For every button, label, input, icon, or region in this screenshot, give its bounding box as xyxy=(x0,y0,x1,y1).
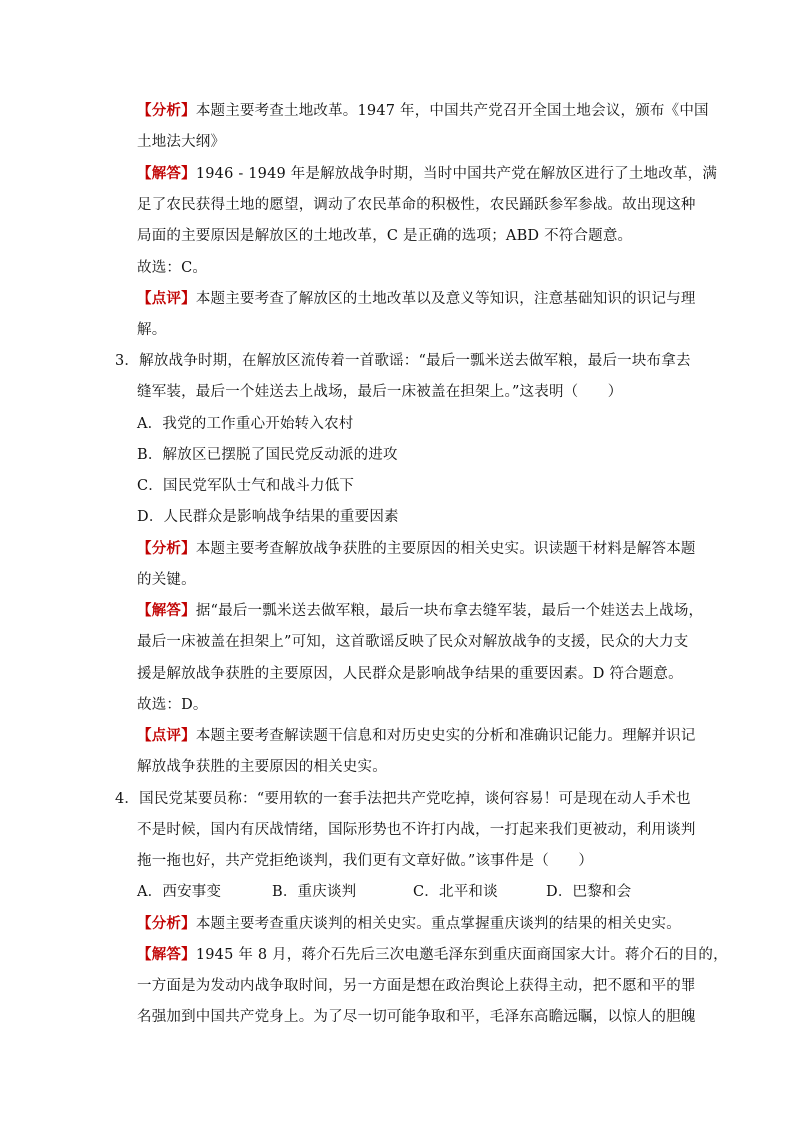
q4-stem-line-2: 不是时候，国内有厌战情绪，国际形势也不许打内战，一打起来我们更被动，利用谈判 xyxy=(137,822,696,838)
q2-comment-text: 本题主要考查了解放区的土地改革以及意义等知识，注意基础知识的识记与理 xyxy=(195,291,696,307)
q3-stem-line-2: 缝军装，最后一个娃送去上战场，最后一床被盖在担架上。”这表明（ ） xyxy=(137,384,623,400)
q4-option-a: A．西安事变 xyxy=(137,884,222,900)
q3-option-a: A．我党的工作重心开始转入农村 xyxy=(137,416,354,432)
q2-comment-line-1 xyxy=(137,289,696,309)
q3-option-c: C．国民党军队士气和战斗力低下 xyxy=(137,478,355,494)
q4-answer-line-2: 一方面是为发动内战争取时间，另一方面是想在政治舆论上获得主动，把不愿和平的罪 xyxy=(137,978,696,994)
q4-analysis-line-1 xyxy=(137,914,681,934)
q3-comment-line-2: 解放战争获胜的主要原因的相关史实。 xyxy=(137,759,387,775)
analysis-tag: 【分析】 xyxy=(137,102,196,119)
answer-tag: 【解答】 xyxy=(137,165,196,182)
q3-choice: 故选：D。 xyxy=(137,697,208,713)
q2-answer-line-1 xyxy=(137,164,717,184)
q2-answer-text: 1946 - 1949 年是解放战争时期，当时中国共产党在解放区进行了土地改革，满 xyxy=(195,166,718,182)
q4-answer-text: 1945 年 8 月，蒋介石先后三次电邀毛泽东到重庆面商国家大计。蒋介石的目的， xyxy=(195,947,728,963)
q3-stem-text: 解放战争时期，在解放区流传着一首歌谣：“最后一瓢米送去做军粮，最后一块布拿去 xyxy=(139,353,691,369)
q4-stem-line-3: 拖一拖也好，共产党拒绝谈判，我们更有文章好做。”该事件是（ ） xyxy=(137,853,594,869)
q3-analysis-text: 本题主要考查解放战争获胜的主要原因的相关史实。识读题干材料是解答本题 xyxy=(195,541,696,557)
q3-option-b: B．解放区已摆脱了国民党反动派的进攻 xyxy=(137,447,398,463)
q2-answer-line-2: 足了农民获得土地的愿望，调动了农民革命的积极性，农民踊跃参军参战。故出现这种 xyxy=(137,197,696,213)
q3-comment-line-1 xyxy=(137,726,696,746)
q3-analysis-line-1 xyxy=(137,539,696,559)
q2-choice: 故选：C。 xyxy=(137,260,208,276)
q4-option-b: B．重庆谈判 xyxy=(272,884,357,900)
q4-analysis-text: 本题主要考查重庆谈判的相关史实。重点掌握重庆谈判的结果的相关史实。 xyxy=(195,916,681,932)
analysis-tag: 【分析】 xyxy=(137,915,196,932)
q3-number: 3． xyxy=(115,353,140,369)
q3-analysis-line-2: 的关键。 xyxy=(137,572,196,588)
q4-stem-text: 国民党某要员称：“要用软的一套手法把共产党吃掉，谈何容易！可是现在动人手术也 xyxy=(139,791,691,807)
q4-option-d: D．巴黎和会 xyxy=(546,884,632,900)
q3-answer-line-1 xyxy=(137,601,703,621)
q3-answer-line-3: 援是解放战争获胜的主要原因，人民群众是影响战争结果的重要因素。D 符合题意。 xyxy=(137,666,683,682)
q4-stem-line-1 xyxy=(115,789,691,809)
q4-answer-line-1 xyxy=(137,945,728,965)
q4-number: 4． xyxy=(115,791,140,807)
q3-stem-line-1 xyxy=(115,351,691,371)
analysis-tag: 【分析】 xyxy=(137,540,196,557)
answer-tag: 【解答】 xyxy=(137,946,196,963)
q3-option-d: D．人民群众是影响战争结果的重要因素 xyxy=(137,509,399,525)
q3-answer-text: 据“最后一瓢米送去做军粮，最后一块布拿去缝军装，最后一个娃送去上战场， xyxy=(195,603,704,619)
comment-tag: 【点评】 xyxy=(137,290,196,307)
q4-answer-line-3: 名强加到中国共产党身上。为了尽一切可能争取和平，毛泽东高瞻远瞩，以惊人的胆魄 xyxy=(137,1009,696,1025)
answer-tag: 【解答】 xyxy=(137,602,196,619)
q2-analysis-text: 本题主要考查土地改革。1947 年，中国共产党召开全国土地会议，颁布《中国 xyxy=(195,103,709,119)
q3-comment-text: 本题主要考查解读题干信息和对历史史实的分析和准确识记能力。理解并识记 xyxy=(195,728,696,744)
q2-answer-line-3: 局面的主要原因是解放区的土地改革，C 是正确的选项；ABD 不符合题意。 xyxy=(137,228,633,244)
q2-analysis-line-2: 土地法大纲》 xyxy=(137,134,226,150)
q4-option-c: C．北平和谈 xyxy=(413,884,498,900)
q2-comment-line-2: 解。 xyxy=(137,322,167,338)
q2-analysis-line-1 xyxy=(137,101,709,121)
comment-tag: 【点评】 xyxy=(137,727,196,744)
q3-answer-line-2: 最后一床被盖在担架上”可知，这首歌谣反映了民众对解放战争的支援，民众的大力支 xyxy=(137,634,689,650)
